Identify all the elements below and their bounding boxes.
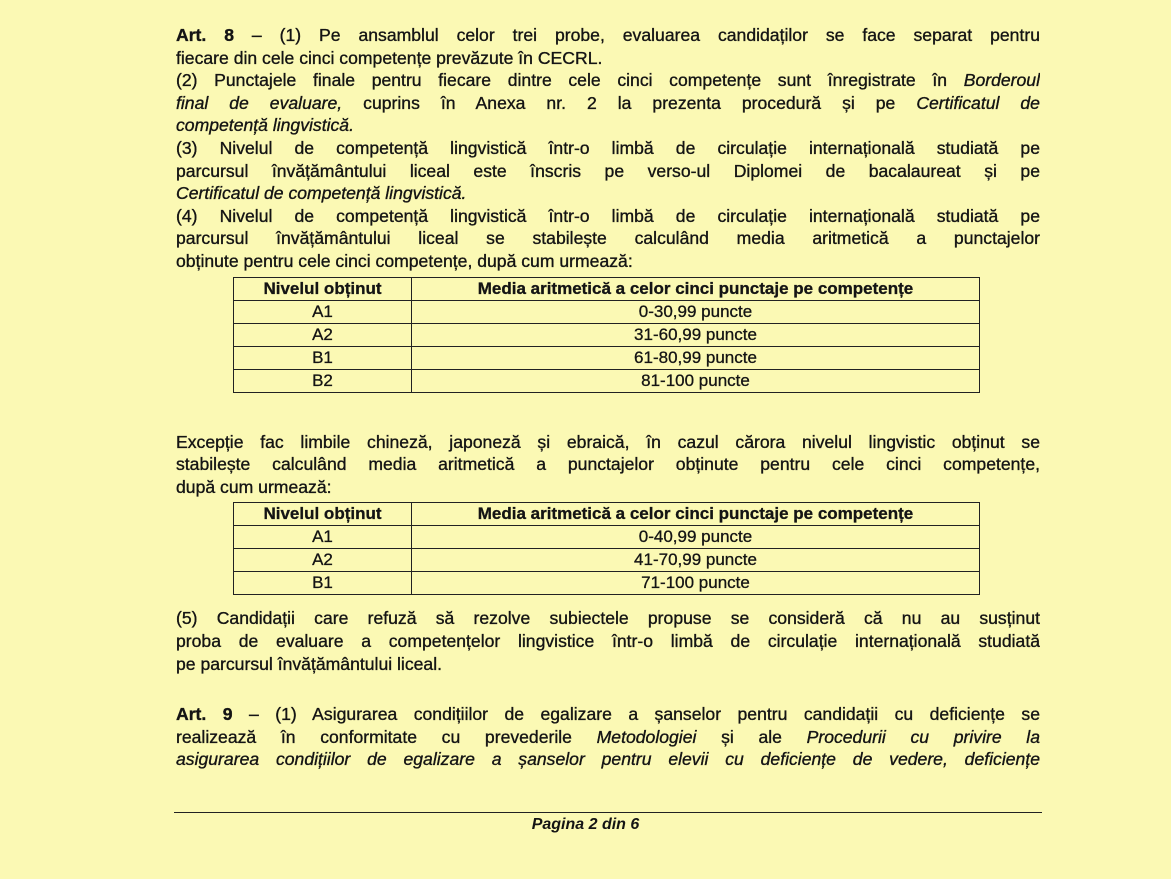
score-range-cell: 0-40,99 puncte: [412, 526, 980, 549]
text-line: [176, 69, 1040, 92]
text-segment: obținute pentru cele cinci competențe, după cum urmează:: [176, 250, 633, 271]
text-segment: fiecare din cele cinci competențe prevăzute în CECRL.: [176, 47, 603, 68]
text-segment: cuprins în Anexa nr. 2 la prezenta procedură și pe: [342, 92, 917, 113]
column-header: Media aritmetică a celor cinci punctaje pe competențe: [412, 503, 980, 526]
italic-reference: Certificatul de competență lingvistică.: [176, 183, 467, 204]
italic-reference: final de evaluare,: [176, 92, 343, 113]
text-segment: – (1) Pe ansamblul celor trei probe, evaluarea candidaților se face separat pentru: [234, 25, 1040, 45]
level-cell: B2: [234, 369, 412, 392]
table-header-row: [234, 277, 980, 300]
text-segment: parcursul învățământului liceal se stabilește calculând media aritmetică a punctajelor: [176, 228, 1040, 249]
text-line: [176, 630, 1040, 653]
column-header: Media aritmetică a celor cinci punctaje pe competențe: [412, 277, 980, 300]
table-row: [234, 300, 980, 323]
text-line: [176, 92, 1040, 115]
text-segment: parcursul învățământului liceal este înscris pe verso-ul Diplomei de bacalaureat și pe: [176, 160, 1040, 181]
text-segment: și ale: [696, 726, 807, 747]
table-header-row: [234, 503, 980, 526]
text-line: [176, 726, 1040, 749]
level-cell: A2: [234, 549, 412, 572]
article-8: [176, 24, 1040, 273]
text-segment: proba de evaluare a competențelor lingvistice într-o limbă de circulație internațională studiată: [176, 630, 1040, 651]
text-segment: – (1) Asigurarea condițiilor de egalizare a șanselor pentru candidații cu deficiențe se: [232, 704, 1040, 725]
table-row: [234, 369, 980, 392]
table-row: [234, 572, 980, 595]
text-line: [176, 114, 1040, 137]
text-line: [176, 160, 1040, 183]
text-line: [176, 24, 1040, 47]
italic-reference: Borderoul: [963, 70, 1040, 91]
article-heading: Art. 9: [176, 704, 233, 725]
italic-reference: asigurarea condițiilor de egalizare a șanselor pentru elevii cu deficiențe de vedere, deficiențe: [176, 749, 1040, 770]
spacer: [176, 675, 1040, 703]
text-line: [176, 476, 1040, 499]
text-segment: (2) Punctajele finale pentru fiecare dintre cele cinci competențe sunt înregistrate în: [176, 70, 964, 91]
level-table-standard: [233, 277, 980, 393]
column-header: Nivelul obținut: [234, 503, 412, 526]
level-cell: A1: [234, 300, 412, 323]
exception-paragraph: [176, 431, 1040, 499]
score-range-cell: 31-60,99 puncte: [412, 323, 980, 346]
text-segment: (4) Nivelul de competență lingvistică într-o limbă de circulație internațională studiată pe: [176, 205, 1040, 226]
table-row: [234, 526, 980, 549]
article-9: [176, 703, 1040, 771]
text-line: [176, 250, 1040, 273]
text-line: [176, 653, 1040, 676]
text-segment: stabilește calculând media aritmetică a punctajelor obținute pentru cele cinci competențe,: [176, 454, 1040, 475]
column-header: Nivelul obținut: [234, 277, 412, 300]
level-cell: B1: [234, 572, 412, 595]
text-line: [176, 227, 1040, 250]
text-line: [176, 431, 1040, 454]
text-line: [176, 182, 1040, 205]
text-segment: Excepție fac limbile chineză, japoneză și ebraică, în cazul cărora nivelul lingvistic obținut se: [176, 431, 1040, 452]
text-line: [176, 748, 1040, 771]
score-range-cell: 0-30,99 puncte: [412, 300, 980, 323]
paragraph-5: [176, 607, 1040, 675]
spacer: [176, 595, 1040, 607]
text-line: [176, 205, 1040, 228]
level-cell: B1: [234, 346, 412, 369]
text-line: [176, 453, 1040, 476]
text-segment: (5) Candidații care refuză să rezolve subiectele propuse se consideră că nu au susținut: [176, 608, 1040, 629]
article-heading: Art. 8: [176, 25, 234, 45]
level-cell: A2: [234, 323, 412, 346]
page-number: Pagina 2 din 6: [531, 816, 640, 833]
italic-reference: Certificatul de: [916, 92, 1040, 113]
text-segment: după cum urmează:: [176, 476, 332, 497]
table-row: [234, 549, 980, 572]
table-row: [234, 323, 980, 346]
text-line: [176, 137, 1040, 160]
text-segment: (3) Nivelul de competență lingvistică într-o limbă de circulație internațională studiată pe: [176, 137, 1040, 158]
level-table-exception: [233, 502, 980, 595]
text-segment: pe parcursul învățământului liceal.: [176, 653, 443, 674]
score-range-cell: 61-80,99 puncte: [412, 346, 980, 369]
level-cell: A1: [234, 526, 412, 549]
document-page: [176, 24, 1040, 771]
score-range-cell: 71-100 puncte: [412, 572, 980, 595]
footer-divider: [174, 812, 1042, 813]
italic-reference: Procedurii cu privire la: [806, 726, 1040, 747]
table-row: [234, 346, 980, 369]
italic-reference: competență lingvistică.: [176, 115, 354, 136]
text-line: [176, 607, 1040, 630]
score-range-cell: 81-100 puncte: [412, 369, 980, 392]
score-range-cell: 41-70,99 puncte: [412, 549, 980, 572]
spacer: [176, 393, 1040, 431]
text-line: [176, 47, 1040, 70]
italic-reference: Metodologiei: [596, 726, 697, 747]
text-segment: realizează în conformitate cu prevederile: [176, 726, 597, 747]
text-line: [176, 703, 1040, 726]
